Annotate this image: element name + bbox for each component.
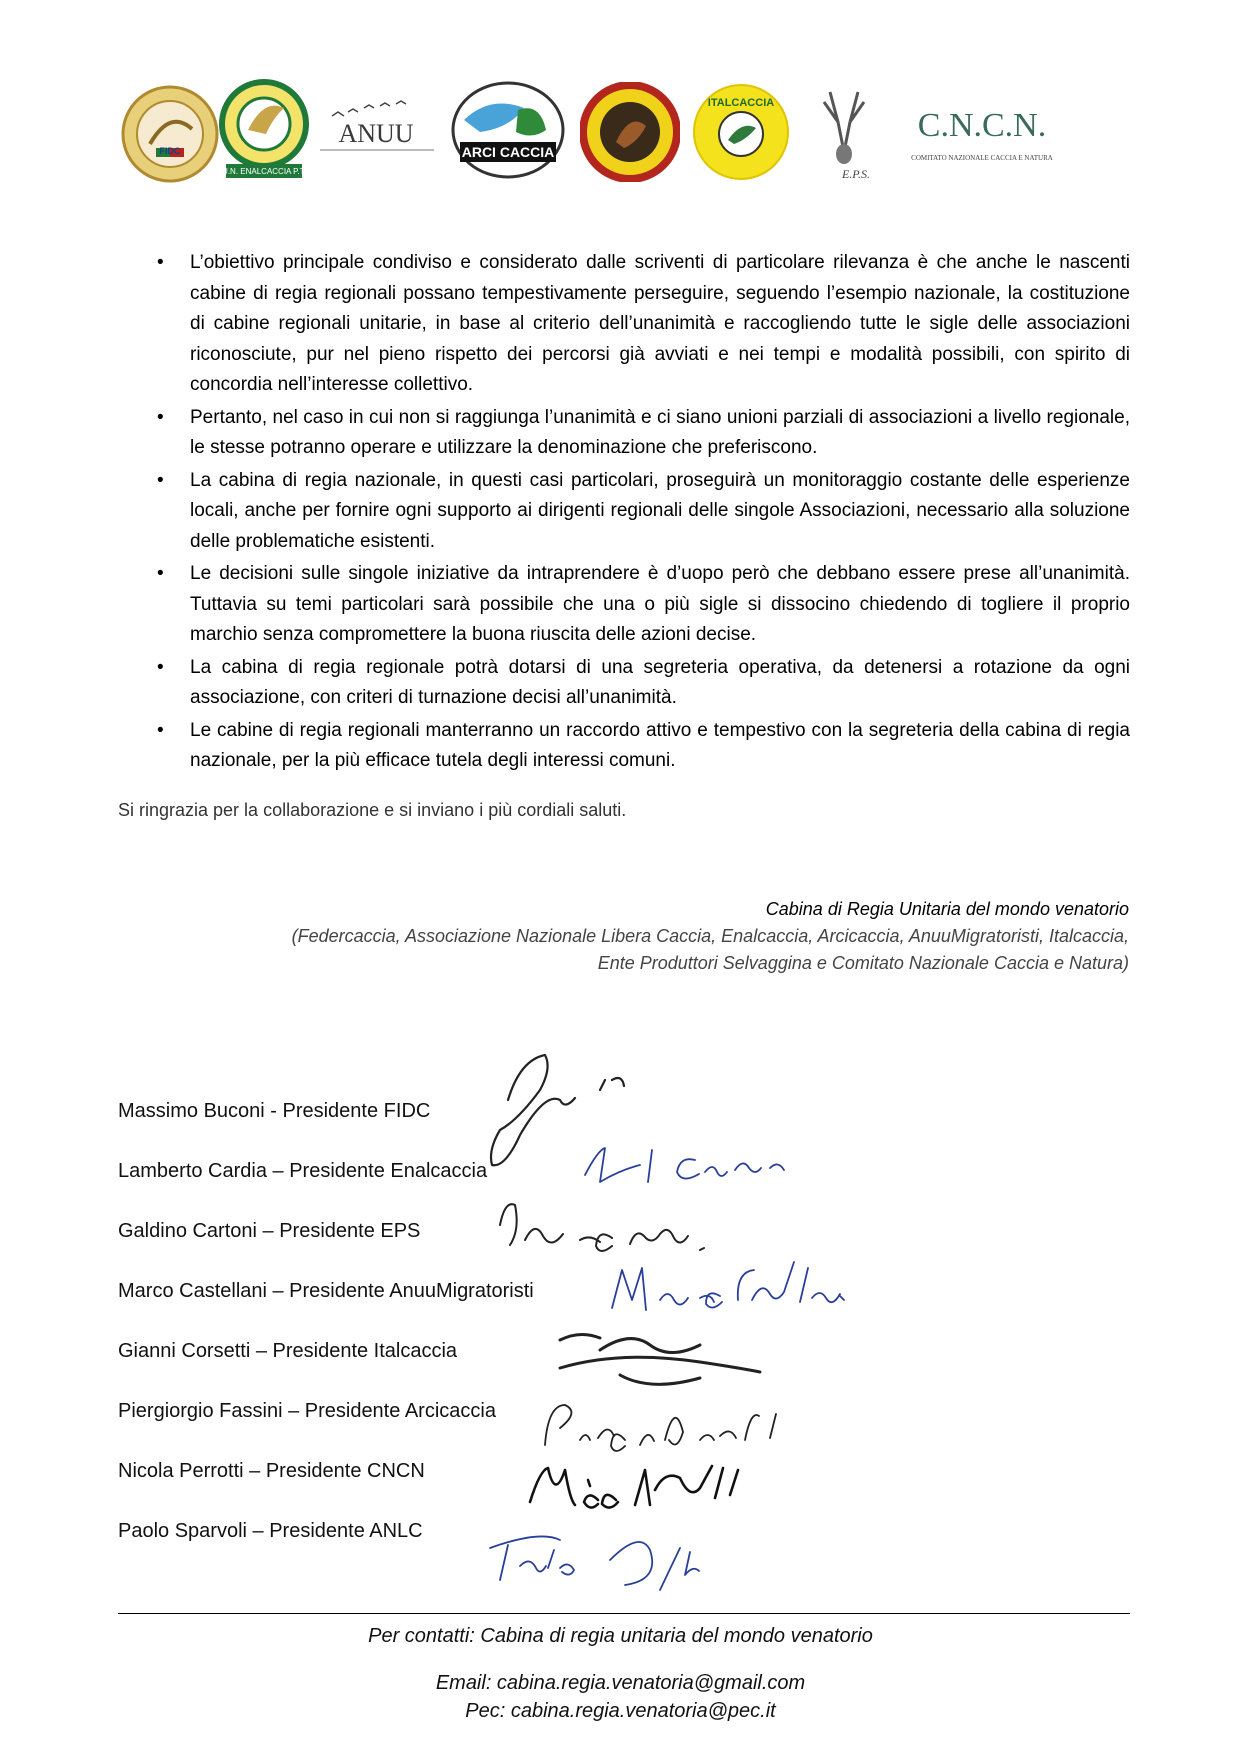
signature-cartoni bbox=[500, 1204, 704, 1251]
italcaccia-logo bbox=[690, 82, 792, 182]
svg-text:C.N.C.N.: C.N.C.N. bbox=[917, 107, 1047, 144]
signature-fassini bbox=[545, 1405, 776, 1451]
signature-corsetti bbox=[560, 1334, 760, 1384]
fidc-logo bbox=[120, 84, 220, 184]
signature-buconi bbox=[491, 1055, 624, 1165]
bullet-list bbox=[150, 248, 1130, 779]
svg-text:ITALCACCIA: ITALCACCIA bbox=[707, 97, 775, 109]
bullet-item: • La cabina di regia nazionale, in questi casi particolari, proseguirà un monitoraggio costante delle esperienze locali, anche per fornire ogni supporto ai dirigenti regionali delle singole Associazioni, necessario alla soluzione delle problematiche esistenti. bbox=[150, 466, 1130, 558]
svg-text:E.P.S.: E.P.S. bbox=[841, 167, 871, 181]
footer-divider bbox=[118, 1613, 1130, 1614]
svg-text:ARCI CACCIA: ARCI CACCIA bbox=[461, 144, 555, 160]
bullet-item: • L’obiettivo principale condiviso e considerato dalle scriventi di particolare rilevanza è che anche le nascenti cabine di regia regionali possano tempestivamente perseguire, seguendo l’esempio nazionale, la costituzione di cabine regionali unitarie, in base al criterio dell’unanimità e raccogliendo tutte le sigle delle associazioni riconosciute, pur nel pieno rispetto dei percorsi già avviati e nei tempi e modalità possibili, con spirito di concordia nell’interesse collettivo. bbox=[150, 248, 1130, 401]
footer-contact: Per contatti: Cabina di regia unitaria del mondo venatorio bbox=[368, 1625, 873, 1647]
signature-castellani bbox=[612, 1262, 844, 1310]
anuu-logo bbox=[318, 94, 436, 174]
signatory-name: Nicola Perrotti – Presidente CNCN bbox=[118, 1460, 425, 1482]
signature-cardia bbox=[585, 1148, 784, 1182]
signatory-name: Paolo Sparvoli – Presidente ANLC bbox=[118, 1520, 423, 1542]
signatory-name: Lamberto Cardia – Presidente Enalcaccia bbox=[118, 1160, 488, 1182]
bullet-item: • Le cabine di regia regionali manterranno un raccordo attivo e tempestivo con la segreteria della cabina di regia nazionale, per la più efficace tutela degli interessi comuni. bbox=[150, 716, 1130, 777]
signatory-name: Piergiorgio Fassini – Presidente Arcicaccia bbox=[118, 1400, 496, 1422]
bullet-item: • Pertanto, nel caso in cui non si raggiunga l’unanimità e ci siano unioni parziali di associazioni a livello regionale, le stesse potranno operare e utilizzare la denominazione che preferiscono. bbox=[150, 403, 1130, 464]
signature-block-line1: (Federcaccia, Associazione Nazionale Libera Caccia, Enalcaccia, Arcicaccia, AnuuMigratoristi, Italcaccia, bbox=[291, 926, 1129, 946]
eps-logo bbox=[804, 82, 884, 186]
svg-text:ANUU: ANUU bbox=[338, 119, 414, 148]
svg-text:FIDC: FIDC bbox=[159, 146, 181, 156]
bullet-item: • La cabina di regia regionale potrà dotarsi di una segreteria operativa, da detenersi a rotazione da ogni associazione, con criteri di turnazione decisi all’unanimità. bbox=[150, 653, 1130, 714]
cncn-logo bbox=[910, 94, 1060, 174]
arcicaccia-logo bbox=[450, 80, 566, 180]
signature-block bbox=[292, 896, 1129, 977]
anlc-logo bbox=[580, 82, 680, 182]
svg-text:COMITATO NAZIONALE CACCIA E NA: COMITATO NAZIONALE CACCIA E NATURA bbox=[911, 154, 1053, 162]
signature-perrotti bbox=[530, 1466, 738, 1508]
signatory-name: Gianni Corsetti – Presidente Italcaccia bbox=[118, 1340, 458, 1362]
signatory-name: Galdino Cartoni – Presidente EPS bbox=[118, 1220, 421, 1242]
signature-block-line2: Ente Produttori Selvaggina e Comitato Nazionale Caccia e Natura) bbox=[597, 953, 1129, 973]
enalcaccia-logo bbox=[218, 78, 310, 190]
signature-sparvoli bbox=[490, 1536, 699, 1590]
svg-text:U.N. ENALCACCIA P.T.: U.N. ENALCACCIA P.T. bbox=[222, 167, 306, 176]
logo-row bbox=[120, 78, 1120, 198]
signatory-name: Marco Castellani – Presidente AnuuMigratoristi bbox=[118, 1280, 534, 1302]
signature-block-title: Cabina di Regia Unitaria del mondo venatorio bbox=[765, 899, 1129, 919]
signatory-name: Massimo Buconi - Presidente FIDC bbox=[118, 1100, 431, 1122]
footer-pec: Pec: cabina.regia.venatoria@pec.it bbox=[465, 1700, 776, 1722]
bullet-item: • Le decisioni sulle singole iniziative da intraprendere è d’uopo però che debbano essere prese all’unanimità. Tuttavia su temi particolari sarà possibile che una o più sigle si dissocino chiedendo di togliere il proprio marchio senza compromettere la buona riuscita delle azioni decise. bbox=[150, 559, 1130, 651]
closing-thanks: Si ringrazia per la collaborazione e si inviano i più cordiali saluti. bbox=[118, 800, 627, 820]
footer-email: Email: cabina.regia.venatoria@gmail.com bbox=[435, 1672, 806, 1694]
